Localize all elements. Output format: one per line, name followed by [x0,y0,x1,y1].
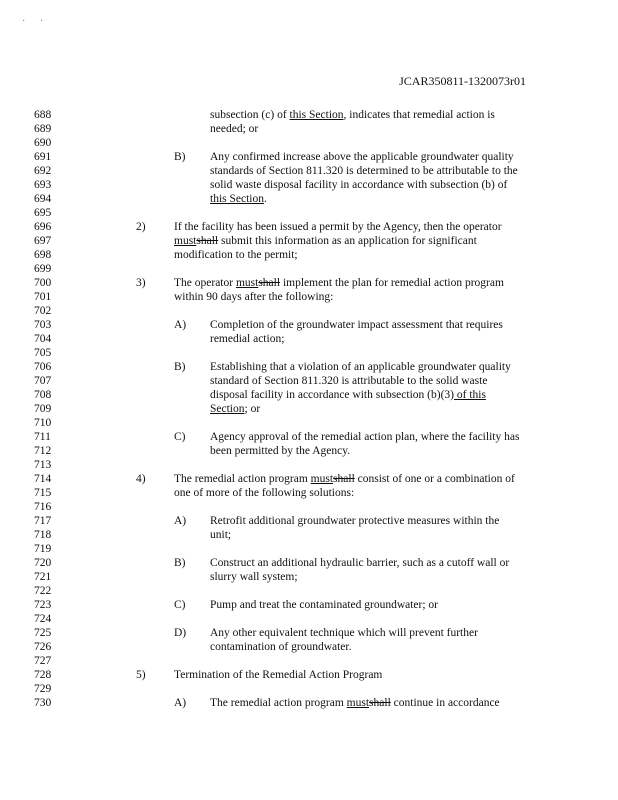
text-line: needed; or [210,123,259,135]
line-number: 705 [34,347,52,359]
text-line: unit; [210,529,232,541]
line-number: 703 [34,319,52,331]
paragraph-label-4: 4) [136,473,146,485]
text-line: standard of Section 811.320 is attributable to the solid waste [210,375,488,387]
line-number: 730 [34,697,52,709]
document-id: JCAR350811-1320073r01 [399,74,526,88]
text-line: Agency approval of the remedial action plan, where the facility has [210,431,520,443]
line-number: 714 [34,473,52,485]
line-number: 699 [34,263,52,275]
text-line: The remedial action program mustshall continue in accordance [210,697,500,709]
line-number: 693 [34,179,52,191]
paragraph-label-3: 3) [136,277,146,289]
text-line: remedial action; [210,333,285,345]
text-line: Pump and treat the contaminated groundwater; or [210,599,439,611]
text-line: within 90 days after the following: [174,291,334,303]
line-number: 708 [34,389,52,401]
line-number: 728 [34,669,52,681]
paragraph-label-5: 5) [136,669,146,681]
line-number: 716 [34,501,52,513]
line-number: 698 [34,249,52,261]
line-number: 721 [34,571,52,583]
line-number: 715 [34,487,52,499]
line-number: 713 [34,459,52,471]
text-line: If the facility has been issued a permit by the Agency, then the operator [174,221,502,233]
item-label-b: B) [174,557,186,569]
line-number: 707 [34,375,52,387]
text-line: Section; or [210,403,261,415]
line-number: 712 [34,445,52,457]
line-number: 727 [34,655,52,667]
line-number: 725 [34,627,52,639]
line-number: 722 [34,585,52,597]
item-label-b: B) [174,361,186,373]
text-line: slurry wall system; [210,571,298,583]
line-number: 709 [34,403,52,415]
line-number: 719 [34,543,52,555]
line-number: 718 [34,529,52,541]
text-line: Any other equivalent technique which will prevent further [210,627,478,639]
line-number: 704 [34,333,52,345]
text-line: subsection (c) of this Section, indicates that remedial action is [210,109,495,121]
line-number: 723 [34,599,52,611]
item-label-a: A) [174,697,187,709]
line-number: 702 [34,305,52,317]
line-number: 701 [34,291,52,303]
text-line: this Section. [210,193,267,205]
line-number: 692 [34,165,52,177]
line-number: 720 [34,557,52,569]
item-label-c: C) [174,431,186,443]
text-line: been permitted by the Agency. [210,445,351,457]
paragraph-label-2: 2) [136,221,146,233]
item-label-b: B) [174,151,186,163]
text-line: Retrofit additional groundwater protective measures within the [210,515,500,527]
item-label-c: C) [174,599,186,611]
line-number: 717 [34,515,52,527]
line-number: 697 [34,235,52,247]
text-line: Completion of the groundwater impact assessment that requires [210,319,503,331]
item-label-d: D) [174,627,187,639]
text-line: contamination of groundwater. [210,641,352,653]
text-line: disposal facility in accordance with subsection (b)(3) of this [210,389,486,401]
line-number: 696 [34,221,52,233]
text-line: standards of Section 811.320 is determined to be attributable to the [210,165,518,177]
line-number: 710 [34,417,52,429]
line-number: 695 [34,207,52,219]
text-line: one of more of the following solutions: [174,487,355,499]
line-number: 690 [34,137,52,149]
text-line: mustshall submit this information as an application for significant [174,235,477,247]
text-line: Establishing that a violation of an applicable groundwater quality [210,361,511,373]
line-number: 729 [34,683,52,695]
text-line: Termination of the Remedial Action Program [174,669,383,681]
text-line: Any confirmed increase above the applicable groundwater quality [210,151,514,163]
line-number: 724 [34,613,52,625]
line-number: 691 [34,151,52,163]
text-line: The remedial action program mustshall consist of one or a combination of [174,473,515,485]
line-number: 700 [34,277,52,289]
scan-corner-marks: · · [22,16,50,27]
text-line: solid waste disposal facility in accordance with subsection (b) of [210,179,508,191]
line-number: 706 [34,361,52,373]
item-label-a: A) [174,319,187,331]
text-line: Construct an additional hydraulic barrier, such as a cutoff wall or [210,557,510,569]
text-line: The operator mustshall implement the plan for remedial action program [174,277,504,289]
line-number: 688 [34,109,52,121]
line-number: 726 [34,641,52,653]
line-number: 711 [34,431,51,443]
line-number: 694 [34,193,52,205]
item-label-a: A) [174,515,187,527]
text-line: modification to the permit; [174,249,298,261]
line-number: 689 [34,123,52,135]
